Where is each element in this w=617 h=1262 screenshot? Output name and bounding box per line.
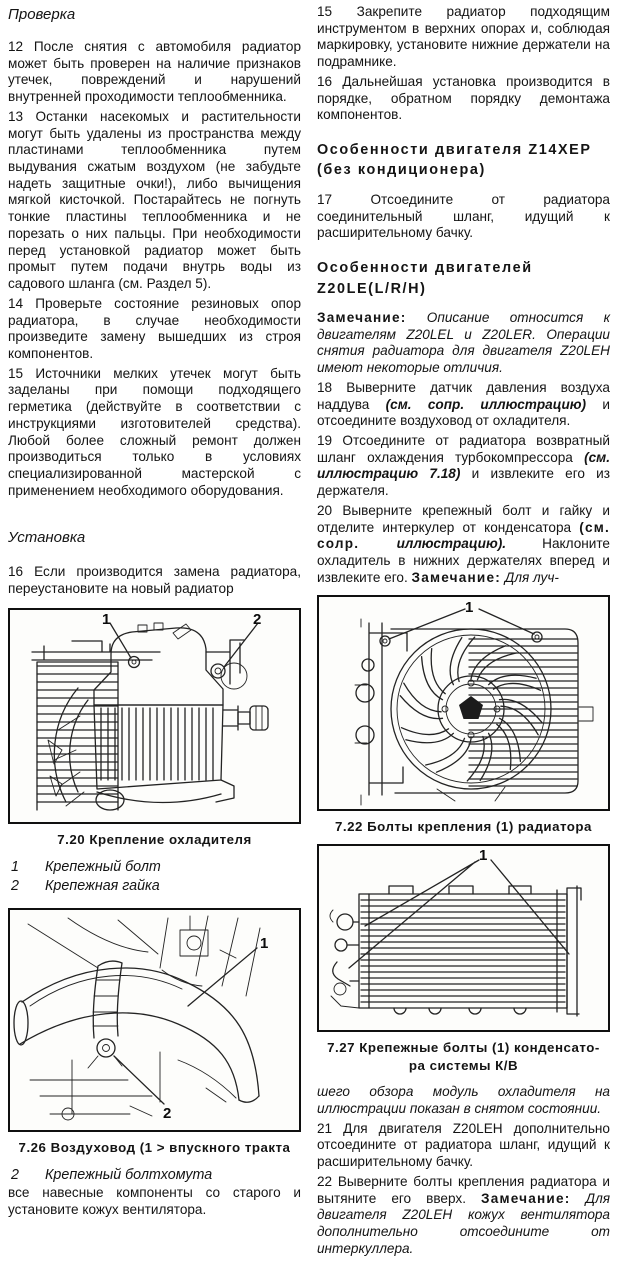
note-text: Описание относится к двигателям Z20LEL и Z20LER. Операции снятия радиатора для двигателя Z20LEH имеют некоторые отличия. — [317, 310, 610, 376]
figure-7-22-callout-1: 1 — [465, 598, 474, 616]
note-label: Замечание: — [317, 310, 407, 325]
legend-number: 2 — [11, 878, 19, 895]
legend-label: Крепежный болт — [45, 858, 161, 875]
paragraph-16-install: 16 Дальнейшая установка производится в порядке, обратном порядку демонтажа компонентов. — [317, 73, 610, 123]
paragraph-18-reference: (см. сопр. иллюстрацию) — [385, 396, 587, 412]
figure-7-20-callout-2: 2 — [253, 610, 262, 628]
paragraph-20 — [317, 503, 610, 587]
paragraph-16: 16 Если производится замена радиатора, переустановите на новый радиатор — [8, 564, 301, 597]
paragraph-21: 21 Для двигателя Z20LEH дополнительно отсоедините от радиатора шланг, идущий к расширительному бачку. — [317, 1120, 610, 1170]
heading-z20le-line2: Z20LE(L/R/H) — [317, 280, 427, 297]
figure-7-22 — [317, 595, 610, 836]
paragraph-20-reference: иллюстрацию). — [396, 536, 507, 552]
figure-7-27-caption — [319, 1039, 608, 1075]
figure-7-26-callout-2: 2 — [163, 1104, 172, 1122]
heading-z14xep-line1: Особенности двигателя Z14XEP — [317, 142, 592, 159]
figure-7-22-caption: 7.22 Болты крепления (1) радиатора — [335, 818, 592, 834]
figure-7-20-caption: 7.20 Крепление охладителя — [57, 831, 252, 847]
heading-z14xep-line2: (без кондиционера) — [317, 162, 486, 179]
figure-7-26 — [8, 908, 301, 1157]
figure-7-27-callout-1: 1 — [479, 847, 488, 865]
air-duct-illustration — [10, 910, 299, 1130]
paragraph-19-text: и извлеките его из держателя. — [317, 466, 610, 499]
figure-7-26-caption: 7.26 Воздуховод (1 > впускного тракта — [18, 1139, 291, 1155]
right-column — [317, 4, 610, 1261]
figure-7-22-image — [317, 595, 610, 811]
note-label: Замечание: — [411, 569, 501, 585]
legend-number: 2 — [11, 1166, 19, 1183]
heading-z14xep — [317, 140, 610, 181]
paragraph-19-reference: (см. иллюстрацию 7.18) — [317, 449, 610, 482]
cooler-mounting-illustration — [10, 610, 299, 822]
legend-item — [8, 877, 301, 896]
paragraph-19-text: 19 Отсоедините от радиатора возвратный шланг охлаждения турбокомпрессора — [317, 433, 610, 465]
paragraph-18-text: и отсоедините воздуховод от охладителя. — [317, 396, 610, 429]
legend-number: 1 — [11, 858, 19, 875]
radiator-fan-illustration — [319, 597, 608, 809]
paragraph-13: 13 Останки насекомых и растительности могут быть удалены из пространства между пластинами теплообменника путем выдувания сжатым воздухом (не забудьте надеть защитные очки!), либо вычищения мягкой кисточкой. Постарайтесь не погнуть тонкие пластины теплообменника и не порезать о них пальцы. При необходимости перед установкой радиатор может быть промыт путем подачи внутрь воды из садового шланга (см. Раздел 5). — [8, 108, 301, 292]
figure-7-27-caption-line1: 7.27 Крепежные болты (1) конденсато- — [327, 1040, 600, 1056]
paragraph-20-note-text: Для луч- — [500, 569, 559, 585]
paragraph-16-continuation: все навесные компоненты со старого и установите кожух вентилятора. — [8, 1185, 301, 1218]
heading-z20le-line1: Особенности двигателей — [317, 260, 533, 277]
legend-item — [8, 858, 301, 877]
figure-7-20-callout-1: 1 — [102, 610, 111, 628]
paragraph-19 — [317, 433, 610, 500]
paragraph-20-continuation: шего обзора модуль охладителя на иллюстрации показан в снятом состоянии. — [317, 1084, 610, 1117]
paragraph-18 — [317, 380, 610, 430]
figure-7-20-legend — [8, 858, 301, 896]
paragraph-18-text: 18 Выверните датчик давления воздуха наддува — [317, 379, 610, 412]
legend-label: Крепежная гайка — [45, 878, 160, 895]
figure-7-27-image — [317, 844, 610, 1032]
left-column — [8, 4, 301, 1261]
paragraph-22-text: 22 Выверните болты крепления радиатора и вытяните его вверх. — [317, 1173, 610, 1206]
heading-z20le — [317, 258, 610, 299]
figure-7-27-caption-line2: ра системы К/В — [408, 1058, 519, 1074]
note-z20le — [317, 310, 610, 377]
section-heading-check: Проверка — [8, 6, 76, 23]
section-heading-install: Установка — [8, 529, 86, 547]
paragraph-22-note-text: Для двигателя Z20LEH кожух вентилятора дополнительно отсоедините от интеркуллера. — [317, 1190, 610, 1256]
figure-7-26-legend — [8, 1166, 301, 1185]
paragraph-17: 17 Отсоедините от радиатора соединительный шланг, идущий к расширительному бачку. — [317, 191, 610, 241]
condenser-illustration — [319, 846, 608, 1030]
paragraph-20-text: 20 Выверните крепежный болт и гайку и отделите интеркулер от конденсатора — [317, 502, 610, 535]
paragraph-12: 12 После снятия с автомобиля радиатор может быть проверен на наличие признаков утечек, повреждений и нарушений внутренней проходимости теплообменника. — [8, 39, 301, 105]
paragraph-14: 14 Проверьте состояние резиновых опор радиатора, в случае необходимости произведите замену вышедших из строя компонентов. — [8, 295, 301, 361]
figure-7-26-callout-1: 1 — [260, 934, 269, 952]
figure-7-27 — [317, 844, 610, 1075]
figure-7-20 — [8, 608, 301, 849]
paragraph-15-install: 15 Закрепите радиатор подходящим инструментом в верхних опорах и, соблюдая маркировку, установите нижние держатели на подрамнике. — [317, 4, 610, 70]
paragraph-20-reference: (см. солр. — [317, 519, 610, 552]
paragraph-20-text: Наклоните охладитель в нижних держателях вперед и извлеките его. — [317, 536, 610, 585]
legend-label: Крепежный болтхомута — [45, 1166, 213, 1183]
figure-7-26-image — [8, 908, 301, 1132]
paragraph-15: 15 Источники мелких утечек могут быть заделаны при помощи подходящего герметика (действуйте в соответствии с инструкциями изготовителей средства). Любой более сложный ремонт должен производиться только в условиях специализированной мастерской с применением необходимого оборудования. — [8, 365, 301, 498]
legend-item — [8, 1166, 301, 1185]
paragraph-22 — [317, 1174, 610, 1258]
note-label: Замечание: — [481, 1190, 571, 1206]
figure-7-20-image — [8, 608, 301, 824]
